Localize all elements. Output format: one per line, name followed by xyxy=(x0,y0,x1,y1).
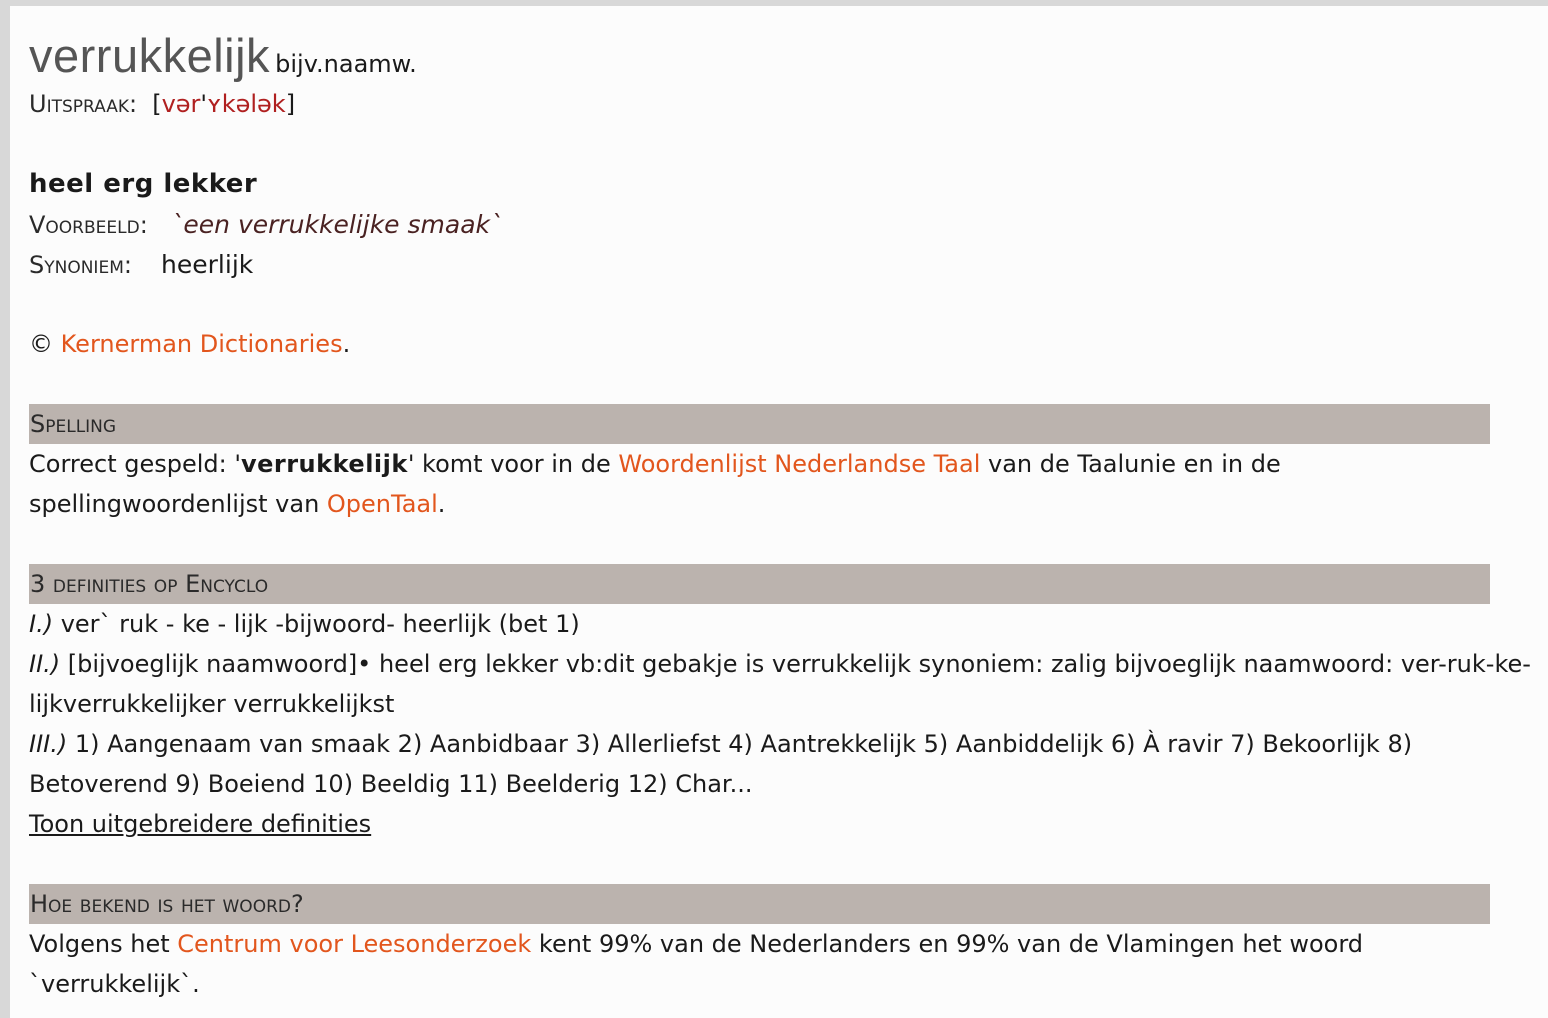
spelling-text-4: spellingwoordenlijst van xyxy=(29,490,327,518)
encyclo-header xyxy=(29,564,1490,604)
kernerman-link[interactable]: Kernerman Dictionaries xyxy=(60,330,343,358)
pronunciation-line xyxy=(29,90,295,118)
synonym-label: Synoniem: xyxy=(29,251,132,279)
encyclo-definition-1 xyxy=(29,610,580,638)
pron-bracket-close: ] xyxy=(285,90,296,118)
example-text: `een verrukkelijke smaak` xyxy=(170,210,503,239)
bekend-text-1: Volgens het xyxy=(29,930,178,958)
definition-text: [bijvoeglijk naamwoord]• heel erg lekker vb:dit gebakje is verrukkelijk synoniem: zalig bijvoeglijk naamwoord: ver-ruk-ke- xyxy=(60,650,1531,678)
bekend-line-2: `verrukkelijk`. xyxy=(29,970,200,998)
encyclo-definition-3 xyxy=(29,730,1412,758)
spelling-word: verrukkelijk xyxy=(240,450,408,478)
pron-bracket-open: [ xyxy=(152,90,162,118)
sense-definition: heel erg lekker xyxy=(29,169,258,199)
bekend-header xyxy=(29,884,1490,924)
opentaal-link[interactable]: OpenTaal xyxy=(326,490,438,518)
pronunciation xyxy=(152,90,295,118)
spelling-text-5: . xyxy=(437,490,446,518)
spelling-title: Spelling xyxy=(30,410,117,438)
woordenlijst-link[interactable]: Woordenlijst Nederlandse Taal xyxy=(618,450,981,478)
definition-number: III.) xyxy=(29,730,68,758)
spelling-header xyxy=(29,404,1490,444)
leesonderzoek-link[interactable]: Centrum voor Leesonderzoek xyxy=(177,930,532,958)
bekend-title: Hoe bekend is het woord? xyxy=(30,890,304,918)
bekend-line-1 xyxy=(29,930,1363,958)
definition-number: I.) xyxy=(29,610,54,638)
pron-part-a: vər xyxy=(161,90,201,118)
spelling-text-3: van de Taalunie en in de xyxy=(980,450,1281,478)
encyclo-definition-2 xyxy=(29,650,1531,678)
encyclo-definition-2-cont: lijkverrukkelijker verrukkelijkst xyxy=(29,690,395,718)
headword-line xyxy=(29,28,417,83)
synonym-text: heerlijk xyxy=(161,250,254,279)
dictionary-page xyxy=(10,6,1548,1018)
definition-text: 1) Aangenaam van smaak 2) Aanbidbaar 3) Allerliefst 4) Aantrekkelijk 5) Aanbiddelijk 6) À ravir 7) Bekoorlijk 8) xyxy=(67,730,1413,758)
spelling-text-2: ' komt voor in de xyxy=(407,450,619,478)
pron-stress: ' xyxy=(200,90,208,118)
pronunciation-label: Uitspraak: xyxy=(29,90,138,118)
bekend-text-2: kent 99% van de Nederlanders en 99% van de Vlamingen het woord xyxy=(531,930,1364,958)
spelling-text-1: Correct gespeld: ' xyxy=(29,450,241,478)
encyclo-title: 3 definities op Encyclo xyxy=(30,570,269,598)
encyclo-definition-3-cont: Betoverend 9) Boeiend 10) Beeldig 11) Beelderig 12) Char... xyxy=(29,770,753,798)
headword: verrukkelijk xyxy=(29,29,271,82)
example-label: Voorbeeld: xyxy=(29,211,148,239)
copyright-symbol: © xyxy=(29,330,53,358)
copyright-period: . xyxy=(342,330,351,358)
pron-part-b: ʏkələk xyxy=(207,90,286,118)
example-line xyxy=(29,210,503,239)
spelling-line-2 xyxy=(29,490,445,518)
copyright-line xyxy=(29,330,350,358)
definition-text: ver` ruk - ke - lijk -bijwoord- heerlijk (bet 1) xyxy=(53,610,580,638)
synonym-line xyxy=(29,250,253,279)
show-more-definitions-link[interactable]: Toon uitgebreidere definities xyxy=(29,810,372,838)
spelling-line-1 xyxy=(29,450,1281,478)
part-of-speech: bijv.naamw. xyxy=(275,50,417,78)
definition-number: II.) xyxy=(29,650,61,678)
